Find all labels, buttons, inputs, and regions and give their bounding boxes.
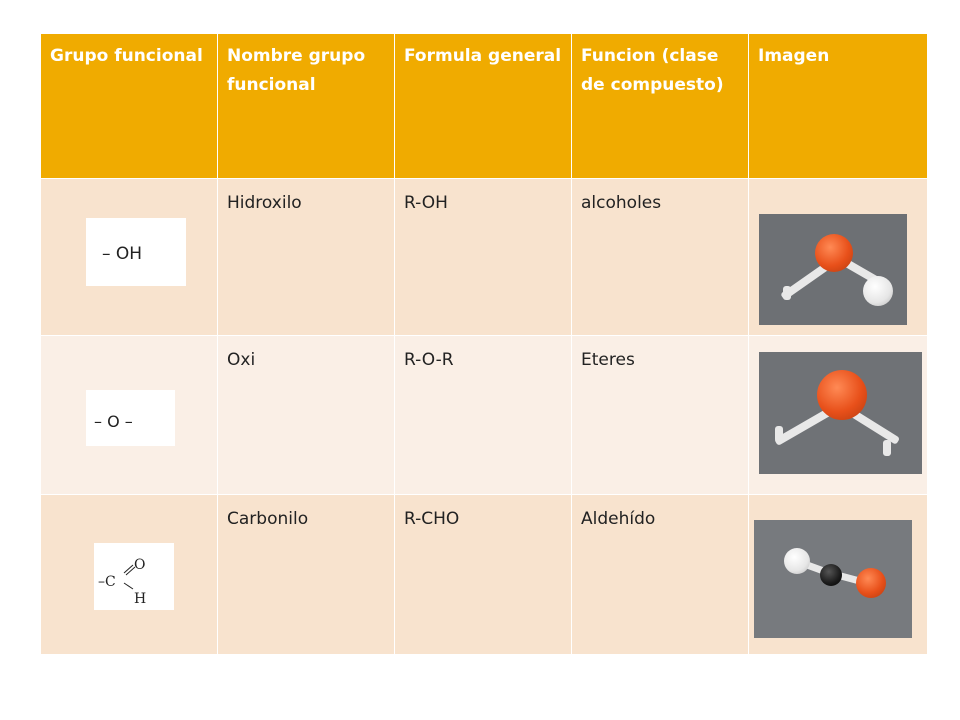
carbon-prefix-text: –C: [98, 574, 116, 590]
formula-image-oh: [86, 218, 186, 286]
header-cell-imagen: Imagen: [758, 46, 830, 66]
compound-class-cell: Aldehído: [572, 495, 749, 654]
group-name-cell: Hidroxilo: [218, 179, 395, 335]
hydrogen-atom-icon: [863, 276, 893, 306]
functional-groups-table: [41, 34, 927, 655]
oxygen-atom-icon: [856, 568, 886, 598]
header-cell-funcion: Funcion (clase de compuesto): [572, 34, 749, 178]
group-name-cell: Carbonilo: [218, 495, 395, 654]
functional-group-cell: [41, 336, 218, 494]
image-cell: [749, 495, 927, 654]
aldehyde-molecule-photo: [754, 520, 912, 638]
general-formula-cell: R-O-R: [395, 336, 572, 494]
hydrogen-atom-icon: [784, 548, 810, 574]
image-cell: [749, 179, 927, 335]
table-row: [41, 179, 927, 336]
carbon-atom-icon: [820, 564, 842, 586]
formula-image-carbonyl: [94, 543, 174, 610]
oxygen-atom-icon: [815, 234, 853, 272]
general-formula-cell: R-OH: [395, 179, 572, 335]
formula-image-ether: [86, 390, 175, 446]
formula-text: – OH: [102, 244, 143, 264]
table-row: [41, 336, 927, 495]
header-cell-formula-general: Formula general: [395, 34, 572, 178]
bond-lines-icon: [94, 543, 174, 610]
oxygen-atom-icon: [817, 370, 867, 420]
oxygen-symbol-text: O: [134, 557, 146, 573]
hydrogen-symbol-text: H: [134, 591, 147, 607]
header-cell-nombre-grupo: Nombre grupo funcional: [218, 34, 395, 178]
group-name-cell: Oxi: [218, 336, 395, 494]
general-formula-cell: R-CHO: [395, 495, 572, 654]
functional-group-cell: [41, 495, 218, 654]
ether-molecule-photo: [759, 352, 922, 474]
image-cell: [749, 336, 927, 494]
water-molecule-photo: [759, 214, 907, 325]
compound-class-cell: alcoholes: [572, 179, 749, 335]
header-cell-grupo-funcional: Grupo funcional: [41, 34, 218, 178]
compound-class-cell: Eteres: [572, 336, 749, 494]
functional-group-cell: [41, 179, 218, 335]
formula-text: – O –: [94, 412, 133, 431]
table-header-row: [41, 34, 927, 179]
table-row: [41, 495, 927, 655]
